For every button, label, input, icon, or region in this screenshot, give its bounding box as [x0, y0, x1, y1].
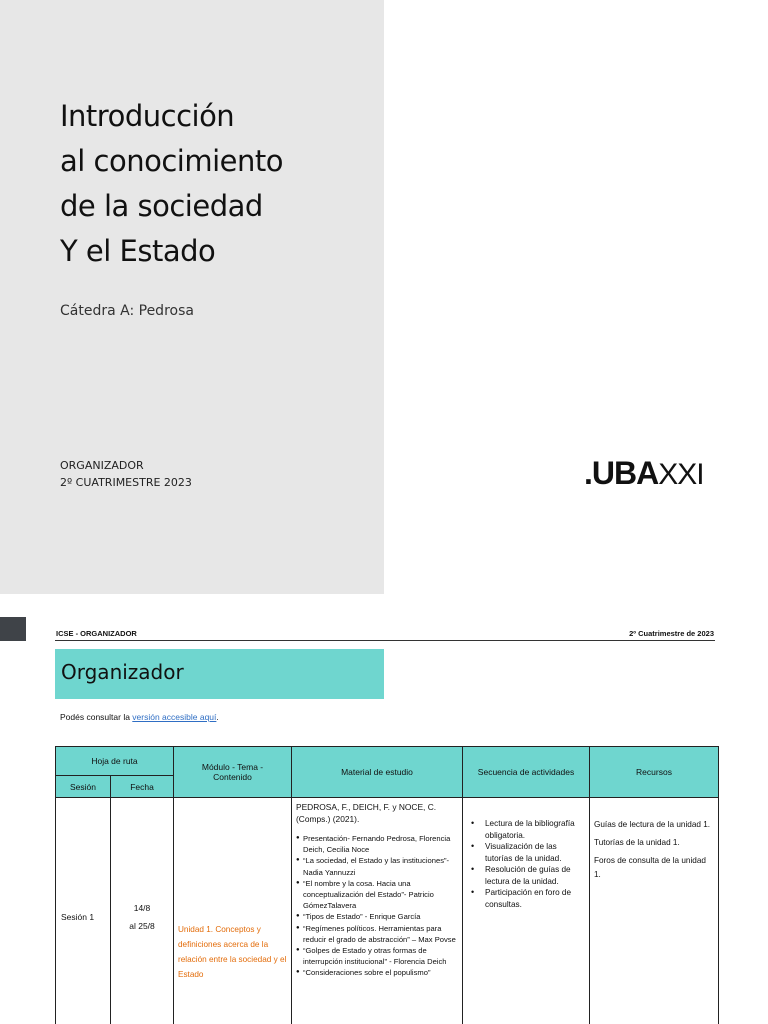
consult-prefix: Podés consultar la	[60, 712, 133, 722]
list-item: ● “Golpes de Estado y otras formas de interrupción institucional” - Florencia Deich	[296, 945, 458, 967]
list-item: • Lectura de la bibliografía obligatoria.	[471, 818, 585, 841]
organizer-table	[55, 746, 719, 1024]
cover-footer	[60, 457, 192, 491]
cover-title-line: Y el Estado	[60, 234, 216, 268]
cell-sesion	[55, 797, 111, 1024]
modulo-text: Unidad 1. Conceptos y definiciones acerca de la relación entre la sociedad y el Estado	[178, 925, 287, 979]
list-item: Tutorías de la unidad 1.	[594, 838, 680, 847]
list-item: ● Presentación- Fernando Pedrosa, Florencia Deich, Cecilia Noce	[296, 833, 458, 855]
header-divider	[55, 640, 715, 641]
cover-footer-line: 2º CUATRIMESTRE 2023	[60, 476, 192, 489]
header-recursos: Recursos	[589, 746, 719, 798]
fecha-start: 14/8	[133, 903, 151, 913]
cover-page	[0, 0, 384, 594]
uba-xxi-logo	[584, 455, 704, 492]
cover-title-line: al conocimiento	[60, 144, 283, 178]
list-item: ● “Regímenes políticos. Herramientas para reducir el grado de abstracción” – Max Povse	[296, 923, 458, 945]
list-item: Guías de lectura de la unidad 1.	[594, 820, 711, 829]
cell-fecha	[110, 797, 174, 1024]
cover-title	[60, 94, 283, 274]
list-item: ● “El nombre y la cosa. Hacia una conceptualización del Estado”- Patricio GómezTalavera	[296, 878, 458, 912]
cell-modulo	[173, 797, 292, 1024]
cell-material	[291, 797, 463, 1024]
list-item: ● “Tipos de Estado” - Enrique García	[296, 911, 458, 922]
section-title: Organizador	[61, 660, 184, 684]
header-material: Material de estudio	[291, 746, 463, 798]
header-sesion: Sesión	[55, 775, 111, 798]
logo-bold-text: .UBA	[584, 455, 659, 491]
list-item: • Resolución de guías de lectura de la unidad.	[471, 864, 585, 887]
header-fecha: Fecha	[110, 775, 174, 798]
header-hoja-de-ruta: Hoja de ruta	[55, 746, 174, 776]
list-item: • Participación en foro de consultas.	[471, 887, 585, 910]
list-item: • Visualización de las tutorías de la unidad.	[471, 841, 585, 864]
section-title-box	[55, 649, 384, 699]
page-header-right: 2º Cuatrimestre de 2023	[629, 629, 714, 638]
cover-subtitle: Cátedra A: Pedrosa	[60, 303, 194, 319]
accessible-version-link[interactable]: versión accesible aquí	[132, 712, 217, 722]
header-secuencia: Secuencia de actividades	[462, 746, 590, 798]
list-item: Foros de consulta de la unidad 1.	[594, 856, 706, 879]
page-tab-marker	[0, 617, 26, 641]
material-list	[296, 833, 458, 979]
fecha-end: al 25/8	[129, 921, 155, 931]
list-item: ● “La sociedad, el Estado y las instituciones”- Nadia Yannuzzi	[296, 855, 458, 877]
material-reference: PEDROSA, F., DEICH, F. y NOCE, C. (Comps.) (2021).	[296, 802, 437, 824]
secuencia-list	[471, 818, 585, 910]
page-header-left: ICSE - ORGANIZADOR	[56, 629, 137, 638]
consult-suffix: .	[216, 712, 219, 722]
sesion-label: Sesión 1	[61, 912, 95, 922]
cover-title-line: Introducción	[60, 99, 235, 133]
cover-footer-line: ORGANIZADOR	[60, 459, 144, 472]
accessible-version-note	[60, 712, 219, 722]
list-item: ● “Consideraciones sobre el populismo”	[296, 967, 458, 978]
cover-title-line: de la sociedad	[60, 189, 263, 223]
cell-secuencia	[462, 797, 590, 1024]
logo-light-text: XXI	[658, 458, 704, 491]
cell-recursos	[589, 797, 719, 1024]
header-modulo: Módulo - Tema - Contenido	[173, 746, 292, 798]
